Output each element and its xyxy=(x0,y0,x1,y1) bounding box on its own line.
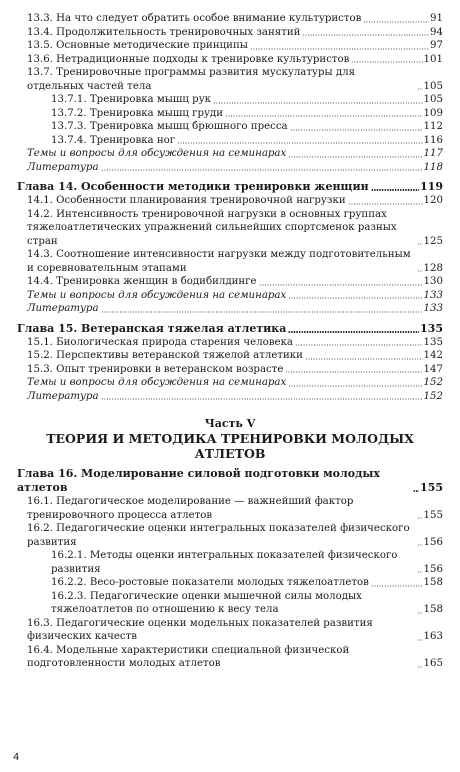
toc-entry-title: 16.3. Педагогические оценки модельных показателей развития физических качеств xyxy=(27,617,373,642)
toc-entry-title: Глава 15. Ветеранская тяжелая атлетика xyxy=(17,321,287,335)
toc-entry xyxy=(17,549,443,576)
toc-entry-page: 109 xyxy=(423,107,443,119)
dot-leader xyxy=(101,169,423,171)
toc-entry-title: Глава 14. Особенности методики тренировки женщин xyxy=(17,180,369,193)
dot-leader xyxy=(348,203,423,205)
toc-entry xyxy=(17,644,443,671)
dot-leader xyxy=(305,358,423,360)
toc-entry-page: 133 xyxy=(423,303,443,314)
toc-entry-page: 118 xyxy=(423,161,443,173)
toc-entry xyxy=(17,120,443,134)
toc-entry-title: 14.3. Соотношение интенсивности нагрузки между подготовительным и соревновательным этапами xyxy=(27,249,411,274)
toc-entry-title: Темы и вопросы для обсуждения на семинарах xyxy=(27,148,287,159)
toc-entry xyxy=(17,302,443,316)
toc-entry-page: 112 xyxy=(423,121,443,132)
toc-entry-page: 163 xyxy=(423,631,443,642)
toc-entry xyxy=(17,336,443,350)
toc-entry xyxy=(17,349,443,363)
toc-entry xyxy=(17,93,443,107)
dot-leader xyxy=(285,371,422,373)
toc-entry-title: Литература xyxy=(27,303,99,314)
toc-entry xyxy=(17,208,443,249)
toc-chapter-entry xyxy=(17,180,443,194)
toc-entry-page: 156 xyxy=(423,563,443,575)
toc-entry xyxy=(17,390,443,404)
part-heading xyxy=(17,417,443,461)
toc-entry-title: 13.7.1. Тренировка мышц рук xyxy=(51,94,212,105)
toc-entry-page: 101 xyxy=(423,53,443,65)
toc-entry-page: 91 xyxy=(430,13,443,24)
toc-entry xyxy=(17,495,443,522)
toc-entry-title: Литература xyxy=(27,390,99,402)
toc-entry-page: 165 xyxy=(423,658,443,669)
toc-entry xyxy=(17,39,443,53)
dot-leader xyxy=(288,331,419,333)
toc-entry-title: Глава 16. Моделирование силовой подготовки молодых атлетов xyxy=(17,467,380,494)
toc-entry xyxy=(17,617,443,644)
toc-entry-title: 14.4. Тренировка женщин в бодибилдинге xyxy=(27,276,257,287)
toc-entry xyxy=(17,289,443,303)
toc-entry-page: 158 xyxy=(423,604,443,615)
toc-entry-page: 135 xyxy=(423,336,443,348)
toc-entry-title: 13.3. На что следует обратить особое внимание культуристов xyxy=(27,13,362,24)
toc-entry xyxy=(17,522,443,549)
dot-leader xyxy=(351,61,422,63)
toc-entry-page: 97 xyxy=(430,40,443,51)
dot-leader xyxy=(259,284,423,286)
dot-leader xyxy=(417,517,423,519)
dot-leader xyxy=(101,311,423,313)
toc-entry-page: 94 xyxy=(430,26,443,38)
toc-entry-page: 155 xyxy=(423,509,443,521)
toc-entry-title: Темы и вопросы для обсуждения на семинарах xyxy=(27,289,287,301)
toc-entry xyxy=(17,363,443,377)
toc-entry-title: 15.2. Перспективы ветеранской тяжелой атлетики xyxy=(27,350,303,361)
dot-leader xyxy=(177,142,422,144)
toc-entry-title: 16.4. Модельные характеристики специальной физической подготовленности молодых атлетов xyxy=(27,644,350,669)
toc-entry-title: 16.1. Педагогическое моделирование — важнейший фактор тренировочного процесса атлетов xyxy=(27,496,354,521)
dot-leader xyxy=(417,270,423,272)
dot-leader xyxy=(288,385,422,387)
toc-entry-title: 14.2. Интенсивность тренировочной нагрузки в основных группах тяжелоатлетических упражнений сильнейших спортсменок разных стран xyxy=(27,208,397,247)
dot-leader xyxy=(363,21,429,23)
toc-entry-title: 16.2.2. Весо-ростовые показатели молодых тяжелоатлетов xyxy=(51,577,369,588)
toc-entry xyxy=(17,576,443,590)
dot-leader xyxy=(290,129,423,131)
dot-leader xyxy=(417,243,423,245)
part-title: ТЕОРИЯ И МЕТОДИКА ТРЕНИРОВКИ МОЛОДЫХ АТЛЕТОВ xyxy=(46,431,414,461)
dot-leader xyxy=(288,156,422,158)
toc-entry-title: 14.1. Особенности планирования тренировочной нагрузки xyxy=(27,195,346,206)
toc-entry xyxy=(17,248,443,275)
dot-leader xyxy=(302,34,429,36)
dot-leader xyxy=(417,544,423,546)
toc-entry-page: 105 xyxy=(423,94,443,105)
table-of-contents xyxy=(17,12,443,671)
toc-entry-page: 119 xyxy=(420,180,443,193)
toc-entry-page: 152 xyxy=(423,377,443,388)
toc-entry-title: 13.7.3. Тренировка мышц брюшного пресса xyxy=(51,121,288,132)
toc-entry-title: 13.6. Нетрадиционные подходы к тренировке культуристов xyxy=(27,53,350,65)
toc-entry-title: 13.4. Продолжительность тренировочных занятий xyxy=(27,26,301,38)
toc-entry-page: 155 xyxy=(420,481,443,494)
toc-entry-title: Темы и вопросы для обсуждения на семинарах xyxy=(27,377,287,388)
toc-entry xyxy=(17,590,443,617)
toc-entry-page: 130 xyxy=(423,276,443,287)
toc-entry xyxy=(17,26,443,40)
toc-entry-page: 120 xyxy=(423,195,443,206)
dot-leader xyxy=(295,344,423,346)
dot-leader xyxy=(371,189,419,191)
toc-entry-page: 135 xyxy=(420,321,443,335)
toc-entry-title: 13.7.4. Тренировка ног xyxy=(51,134,176,146)
toc-entry-page: 156 xyxy=(423,536,443,548)
dot-leader xyxy=(417,666,423,668)
dot-leader xyxy=(417,571,423,573)
toc-entry-title: 15.1. Биологическая природа старения человека xyxy=(27,336,294,348)
toc-entry-title: 15.3. Опыт тренировки в ветеранском возрасте xyxy=(27,363,284,375)
dot-leader xyxy=(250,48,429,50)
part-number: Часть V xyxy=(204,417,256,430)
toc-entry-title: 13.7. Тренировочные программы развития мускулатуры для отдельных частей тела xyxy=(27,67,356,92)
toc-entry xyxy=(17,107,443,121)
toc-entry xyxy=(17,53,443,67)
toc-entry-title: 16.2.1. Методы оценки интегральных показателей физического развития xyxy=(51,550,398,575)
toc-entry xyxy=(17,134,443,148)
dot-leader xyxy=(417,88,423,90)
page-number: 4 xyxy=(13,752,20,763)
toc-entry-page: 116 xyxy=(423,134,443,146)
toc-entry-title: Литература xyxy=(27,161,99,173)
dot-leader xyxy=(101,398,423,400)
dot-leader xyxy=(225,115,422,117)
toc-entry-title: 13.7.2. Тренировка мышц груди xyxy=(51,107,224,119)
dot-leader xyxy=(213,102,422,104)
toc-entry-page: 117 xyxy=(423,148,443,159)
toc-entry xyxy=(17,194,443,208)
toc-entry-page: 128 xyxy=(423,262,443,274)
dot-leader xyxy=(417,639,423,641)
toc-entry-page: 147 xyxy=(423,363,443,375)
toc-entry xyxy=(17,161,443,175)
dot-leader xyxy=(288,297,422,299)
toc-entry-page: 152 xyxy=(423,390,443,402)
toc-entry-title: 16.2. Педагогические оценки интегральных показателей физического развития xyxy=(27,523,410,548)
toc-entry xyxy=(17,147,443,161)
dot-leader xyxy=(413,490,419,492)
toc-entry-page: 158 xyxy=(423,577,443,588)
dot-leader xyxy=(417,612,423,614)
toc-entry xyxy=(17,66,443,93)
dot-leader xyxy=(371,585,423,587)
toc-entry xyxy=(17,376,443,390)
toc-entry-title: 13.5. Основные методические принципы xyxy=(27,40,248,51)
toc-entry-page: 142 xyxy=(423,350,443,361)
toc-entry-page: 105 xyxy=(423,80,443,92)
toc-entry-page: 133 xyxy=(423,289,443,301)
toc-chapter-entry xyxy=(17,467,443,495)
toc-chapter-entry xyxy=(17,322,443,336)
toc-entry xyxy=(17,275,443,289)
toc-entry-page: 125 xyxy=(423,235,443,247)
toc-entry-title: 16.2.3. Педагогические оценки мышечной силы молодых тяжелоатлетов по отношению к весу тела xyxy=(51,590,362,615)
toc-entry xyxy=(17,12,443,26)
